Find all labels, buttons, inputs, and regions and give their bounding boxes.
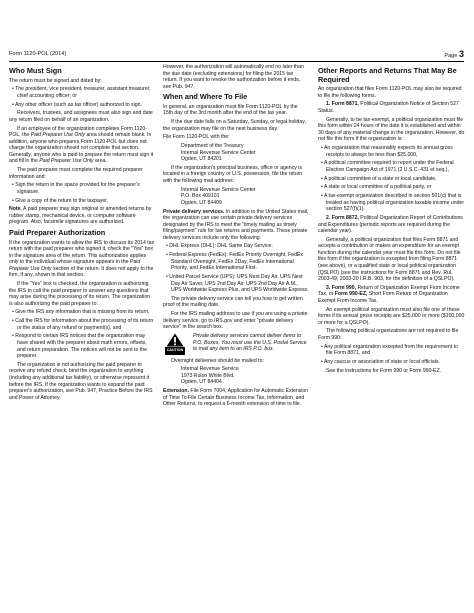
heading-paid-preparer-authorization: Paid Preparer Authorization — [9, 228, 106, 238]
extension-label: Extension. — [163, 388, 189, 395]
address-line: Ogden, UT 84201 — [181, 156, 222, 163]
paragraph — [163, 388, 309, 408]
bullet-item: • Sign the return in the space provided for the preparer's signature. — [12, 182, 140, 195]
address-line: Department of the Treasury — [181, 143, 244, 150]
column-right — [318, 64, 465, 377]
text: area. — [93, 158, 107, 165]
bullet-item: • United Parcel Service (UPS): UPS Next Day Air, UPS Next Day Air Saver, UPS 2nd Day Air, UPS 2nd Day Air A.M., UPS Worldwide Express Plus, and UPS Worldwide Express. — [166, 274, 309, 294]
bullet-item: • An organization that reasonably expects its annual gross receipts to always be less than $25,000, — [321, 145, 453, 158]
column-left — [9, 64, 155, 403]
heading-when-where-to-file: When and Where To File — [163, 92, 248, 102]
paragraph: See the instructions for Form 990 or Form 990-EZ. — [326, 367, 442, 374]
bullet-item: • Federal Express (FedEx): FedEx Priority Overnight, FedEx Standard Overnight, FedEx 2Day, FedEx International Priority, and FedEx International First. — [166, 252, 303, 272]
paragraph: However, the authorization will automatically end no later than the due date (excluding extensions) for filing the 2015 tax return. If you want to revoke the authorization before it ends, see Pub. 947. — [163, 64, 304, 90]
paragraph — [9, 240, 155, 279]
form-8872-label: 2. Form 8872, — [326, 214, 359, 221]
text: A paid preparer may sign original or amended returns by rubber stamp, mechanical device, or computer software program. Also, facsimile signatures are authorized. — [9, 206, 152, 226]
italic-text: Paid Preparer Use Only — [30, 132, 86, 139]
bullet-item: • A political committee required to report under the Federal Election Campaign Act of 1971 (2 U.S.C. 431 et seq.), — [321, 160, 454, 173]
text: Short Form Return of Organization Exempt From Income Tax. — [318, 291, 448, 304]
text: If an employee of the organization completes Form 1120-POL, the — [9, 125, 147, 139]
paragraph: If the organization's principal business, office or agency is located in a foreign country or U.S. possession, file the return with the following mail address: — [163, 164, 303, 184]
bullet-item: • Any political organization excepted from the requirement to file Form 8871, and — [321, 343, 458, 357]
text: area should remain blank. In addition, anyone who prepares Form 1120-POL but does not charge the organization should not complete that section. Generally, anyone who is paid to prepare the return must sign it and fill in the — [9, 132, 154, 165]
paragraph — [318, 285, 465, 305]
paragraph: The return must be signed and dated by: — [9, 77, 102, 84]
paragraph: File Form 1120-POL with the: — [163, 134, 230, 141]
paragraph: Overnight deliveries should be mailed to: — [171, 357, 264, 364]
page-number: 3 — [458, 49, 464, 59]
form-8871-label: 1. Form 8871, — [326, 101, 359, 108]
caution-icon — [163, 333, 187, 355]
bullet-item: • Give the IRS any information that is missing from its return, — [12, 309, 150, 316]
page-header — [9, 49, 464, 62]
paragraph: In general, an organization must file Form 1120-POL by the 15th day of the 3rd month after the end of the tax year. — [163, 103, 298, 117]
italic-text: Paid Preparer Use Only — [39, 158, 94, 165]
address-line: Internal Revenue Service Center — [181, 186, 256, 193]
paragraph: The private delivery service can tell you how to get written proof of the mailing date. — [163, 295, 303, 309]
paragraph: Receivers, trustees, and assignees must also sign and date any return filed on behalf of an organization. — [9, 110, 153, 123]
paragraph — [318, 101, 465, 114]
paragraph: For the IRS mailing address to use if you are using a private delivery service, go to IRS.gov and enter "private delivery service" in the search box. — [163, 311, 308, 331]
paragraph: If the due date falls on a Saturday, Sunday, or legal holiday, the organization may file on the next business day. — [163, 119, 306, 132]
caution-box — [163, 333, 309, 355]
bullet-item: • Call the IRS for information about the processing of its return or the status of any refund or payment(s), and — [12, 318, 154, 331]
text: Return of Organization Exempt From Income Tax, or — [318, 284, 460, 298]
bullet-item: • DHL Express (DHL): DHL Same Day Service. — [166, 243, 273, 250]
form-990-label: 3. Form 990, — [326, 284, 357, 291]
address-line: Ogden, UT 84404 — [181, 379, 222, 386]
text: section of the return. It does not apply to the firm, if any, shown in that section. — [9, 265, 154, 279]
bullet-item: • Any other officer (such as tax officer) authorized to sign. — [12, 101, 142, 108]
italic-text: Paid Preparer Use Only — [9, 259, 141, 272]
address-line: Internal Revenue Service — [181, 366, 239, 373]
text: If the organization wants to allow the IRS to discuss its 2014 tax return with the paid preparer who signed it, check the "Yes" box in the signature area of the return. This authorization applies only to the individual whose signature appears in the — [9, 239, 155, 266]
address-line: P.O. Box 409101 — [181, 193, 220, 200]
caution-label: CAUTION — [165, 347, 185, 355]
bullet-item: • Any caucus or association of state or local officials. — [321, 359, 440, 366]
bullet-item: • A political committee of a state or local candidate, — [321, 175, 437, 182]
page-word: Page — [444, 53, 458, 59]
paragraph: The following political organizations are not required to file Form 990: — [318, 328, 459, 342]
paragraph: An exempt political organization must also file one of these forms if its annual gross receipts are $25,000 or more ($100,000 or more for a QSLPO). — [318, 306, 465, 326]
bullet-item: • The president, vice president, treasurer, assistant treasurer, chief accounting officer; or — [12, 86, 151, 99]
text: Political Organization Report of Contributions and Expenditures (periodic reports are required during the calendar year). — [318, 214, 463, 235]
paragraph: If the "Yes" box is checked, the organization is authorizing the IRS to call the paid preparer to answer any questions that may arise during the processing of its return. The organization is also authorizing the paid preparer to: — [9, 281, 151, 307]
paragraph: Generally, a political organization that files Form 8871 and accepts a contribution or makes an expenditure for an exempt function during the calendar year must file this form. Do not file this form if the organization is excepted from filing Form 8871 (see above), or a qualified state or local political organization (QSLPO) (see the instructions for Form 8871 and Rev. Rul. 2003-49, 2003-20 I.R.B. 903, for the definition of a QSLPO). — [318, 236, 461, 283]
paragraph: The organization is not authorizing the paid preparer to receive any refund check, bind the organization to anything (including any additional tax liability), or otherwise represent it before the IRS. If the organization wants to expand the paid preparer's authorization, see Pub. 947, Practice Before the IRS and Power of Attorney. — [9, 361, 153, 401]
note-paragraph — [9, 206, 155, 226]
text: In addition to the United States mail, the organization can use certain private delivery services designated by the IRS to meet the "timely mailing as timely filing/payment" rule for tax returns and payments. These private delivery services include only the following: — [163, 208, 309, 241]
heading-who-must-sign: Who Must Sign — [9, 66, 62, 75]
warning-triangle-icon — [166, 333, 184, 347]
address-line: Ogden, UT 84409 — [181, 199, 222, 206]
paragraph: The paid preparer must complete the required preparer information and: — [9, 167, 143, 180]
caution-text: Private delivery services cannot deliver items to P.O. Boxes. You must use the U.S. Postal Service to mail any item to an IRS P.O. box. — [193, 332, 307, 353]
bullet-item: • Give a copy of the return to the taxpayer. — [12, 197, 109, 204]
paragraph: Generally, to be tax-exempt, a political organization must file this form within 24 hours of the date it is established and within 30 days of any material change in the organization. However, do not file this form if the organization is: — [318, 116, 465, 143]
paragraph — [163, 209, 309, 242]
form-reference: Form 1120-POL (2014) — [9, 51, 67, 57]
bullet-item: • A state or local committee of a political party, or — [321, 184, 432, 191]
paragraph — [318, 215, 465, 235]
page-number-label — [444, 49, 464, 59]
text: Political Organization Notice of Section 527 Status. — [318, 101, 459, 115]
address-line: 1973 Rulon White Blvd. — [181, 372, 235, 379]
private-delivery-label: Private delivery services. — [163, 208, 225, 215]
heading-other-reports: Other Reports and Returns That May Be Required — [318, 66, 457, 84]
form-990ez-label: Form 990-EZ, — [334, 291, 368, 298]
paragraph — [9, 126, 155, 165]
paragraph: An organization that files Form 1120-POL may also be required to file the following forms. — [318, 86, 462, 99]
bullet-item: • A tax-exempt organization described in section 501(c) that is treated as having political organization taxable income under section 527(f)(1). — [321, 193, 465, 213]
address-line: Internal Revenue Service Center — [181, 149, 256, 156]
bullet-item: • Respond to certain IRS notices that the organization may have shared with the preparer about math errors, offsets, and return preparation. The notices will not be sent to the preparer. — [12, 333, 147, 360]
text: File Form 7004, Application for Automatic Extension of Time To File Certain Business Income Tax, Information, and Other Returns, to request a 6-month extension of time to file. — [163, 388, 309, 408]
column-middle — [163, 64, 309, 410]
note-label: Note. — [9, 206, 22, 213]
